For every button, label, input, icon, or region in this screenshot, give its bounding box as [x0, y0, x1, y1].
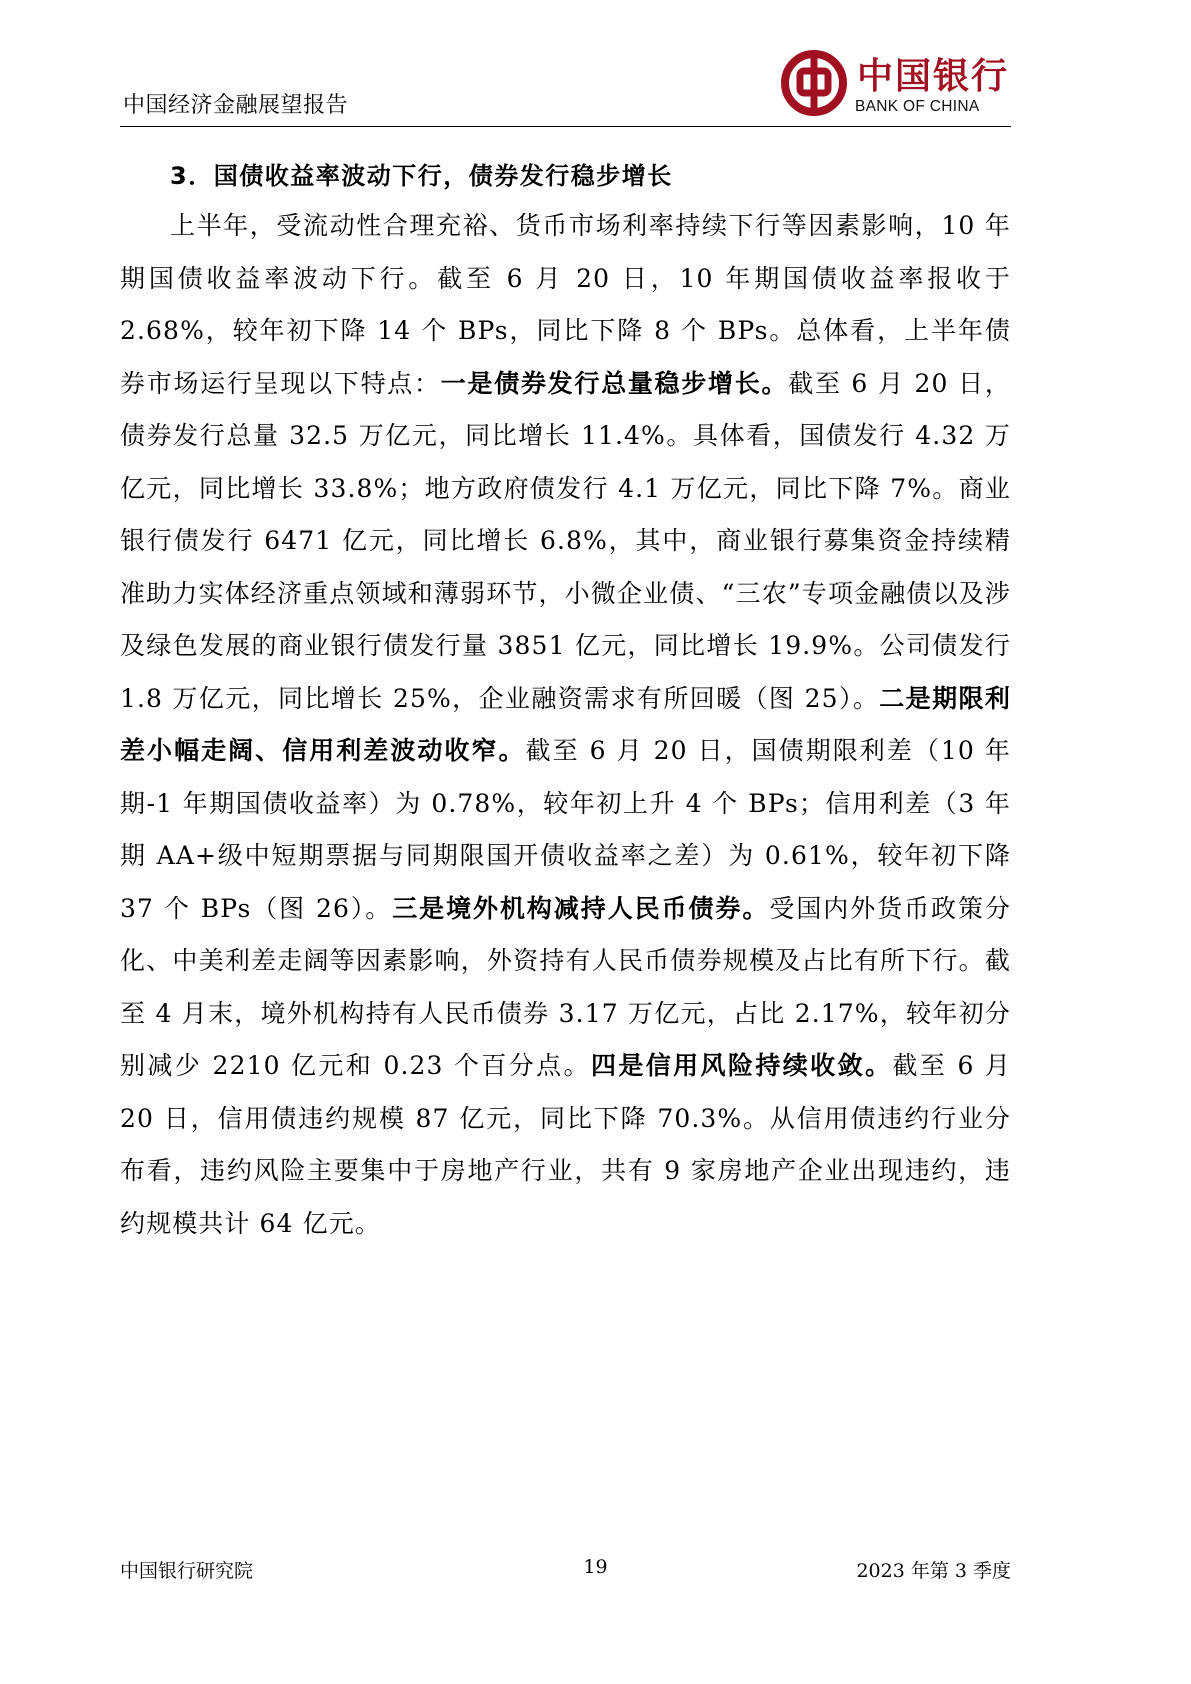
section-heading: 3．国债收益率波动下行，债券发行稳步增长 [170, 162, 673, 190]
body-paragraph [120, 200, 1011, 1250]
paragraph-text-5: 截至 6 月 20 日，信用债违约规模 87 亿元，同比下降 70.3%。从信用债违约行业分布看，违约风险主要集中于房地产行业，共有 9 家房地产企业出现违约，违约规模共计 64 亿元。 [120, 1051, 1012, 1238]
bank-logo [781, 48, 1011, 124]
paragraph-text-4: 受国内外货币政策分化、中美利差走阔等因素影响，外资持有人民币债券规模及占比有所下行。截至 4 月末，境外机构持有人民币债券 3.17 万亿元，占比 2.17%，较年初分别减少 2210 亿元和 0.23 个百分点。 [120, 893, 1011, 1080]
paragraph-text-2: 截至 6 月 20 日，债券发行总量 32.5 万亿元，同比增长 11.4%。具体看，国债发行 4.32 万亿元，同比增长 33.8%；地方政府债发行 4.1 万亿元，同比下降 7%。商业银行债发行 6471 亿元，同比增长 6.8%，其中，商业银行募集资金持续精准助力实体经济重点领域和薄弱环节，小微企业债、“三农”专项金融债以及涉及绿色发展的商业银行债发行量 3851 亿元，同比增长 19.9%。公司债发行 1.8 万亿元，同比增长 25%，企业融资需求有所回暖（图 25）。 [120, 368, 1011, 713]
footer-period: 2023 年第 3 季度 [856, 1560, 1011, 1582]
paragraph-text-3: 截至 6 月 20 日，国债期限利差（10 年期-1 年期国债收益率）为 0.78%，较年初上升 4 个 BPs；信用利差（3 年期 AA+级中短期票据与同期限国开债收益率之差）为 0.61%，较年初下降 37 个 BPs（图 26）。 [120, 736, 1011, 923]
footer-institution: 中国银行研究院 [120, 1560, 254, 1582]
highlight-point-1: 一是债券发行总量稳步增长。 [440, 368, 789, 398]
page-header [120, 40, 1011, 127]
logo-english-name: BANK OF CHINA [855, 98, 980, 115]
paragraph-text-1: 上半年，受流动性合理充裕、货币市场利率持续下行等因素影响，10 年期国债收益率波动下行。截至 6 月 20 日，10 年期国债收益率报收于 2.68%，较年初下降 14 个 BPs，同比下降 8 个 BPs。总体看，上半年债券市场运行呈现以下特点： [120, 211, 1011, 398]
page-number: 19 [583, 1556, 608, 1578]
bank-of-china-logo-icon [781, 50, 847, 116]
logo-chinese-name: 中国银行 [857, 55, 1010, 97]
report-title: 中国经济金融展望报告 [123, 93, 349, 118]
highlight-point-3: 三是境外机构减持人民币债券。 [392, 893, 770, 923]
highlight-point-4: 四是信用风险持续收敛。 [590, 1051, 893, 1080]
highlight-point-2: 二是期限利差小幅走阔、信用利差波动收窄。 [120, 683, 1011, 765]
